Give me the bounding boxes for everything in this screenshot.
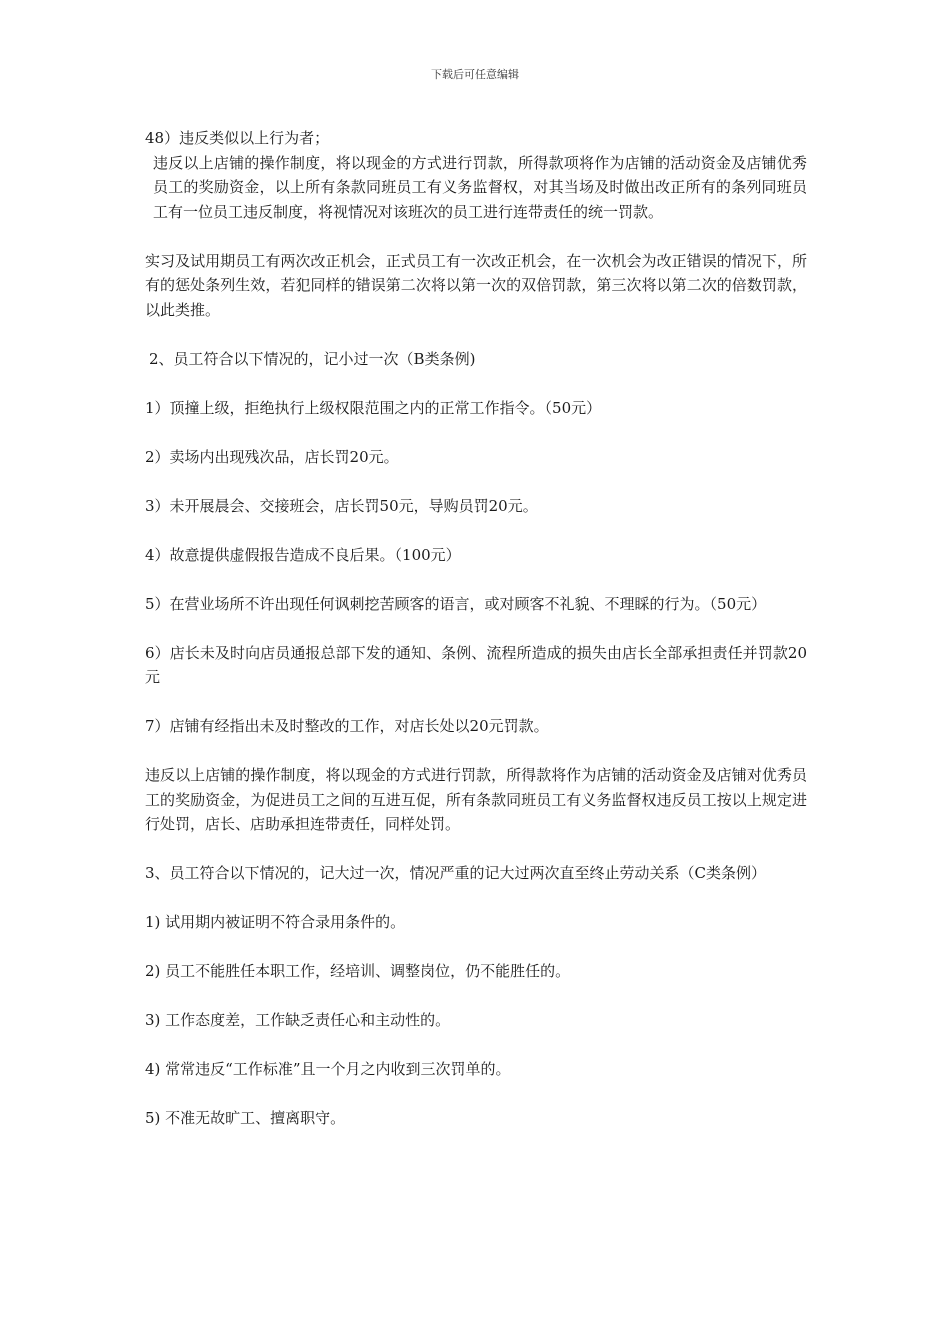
list-item-c4: 4) 常常违反“工作标准”且一个月之内收到三次罚单的。 <box>145 1060 511 1078</box>
list-item-b2: 2）卖场内出现残次品，店长罚20元。 <box>145 447 399 466</box>
paragraph-penalty-summary: 违反以上店铺的操作制度，将以现金的方式进行罚款，所得款将作为店铺的活动资金及店铺对优秀员工的奖励资金，为促进员工之间的互进互促，所有条款同班员工有义务监督权违反员工按以上规定进行处罚，店长、店助承担连带责任，同样处罚。 <box>145 766 807 833</box>
list-item-c5: 5) 不准无故旷工、擅离职守。 <box>145 1109 346 1127</box>
list-item-b7: 7）店铺有经指出未及时整改的工作，对店长处以20元罚款。 <box>145 717 549 735</box>
list-item-c1: 1) 试用期内被证明不符合录用条件的。 <box>145 913 406 931</box>
section-heading-b: 2、员工符合以下情况的，记小过一次（B类条例) <box>149 349 476 368</box>
paragraph-penalty-rules: 违反以上店铺的操作制度，将以现金的方式进行罚款，所得款项将作为店铺的活动资金及店铺优秀员工的奖励资金，以上所有条款同班员工有义务监督权，对其当场及时做出改正所有的条列同班员工有一位员工违反制度，将视情况对该班次的员工进行连带责任的统一罚款。 <box>153 153 807 221</box>
paragraph-item-48: 48）违反类似以上行为者； <box>145 129 330 147</box>
list-item-b5: 5）在营业场所不许出现任何讽刺挖苦顾客的语言，或对顾客不礼貌、不理睬的行为。（50元） <box>145 594 767 613</box>
list-item-b1: 1）顶撞上级，拒绝执行上级权限范围之内的正常工作指令。（50元） <box>145 398 602 417</box>
list-item-c3: 3) 工作态度差，工作缺乏责任心和主动性的。 <box>145 1011 451 1029</box>
list-item-b3: 3）未开展晨会、交接班会，店长罚50元，导购员罚20元。 <box>145 496 538 515</box>
page-header: 下载后可任意编辑 <box>431 68 519 81</box>
list-item-b4: 4）故意提供虚假报告造成不良后果。（100元） <box>145 545 461 564</box>
document-body <box>145 126 807 1131</box>
paragraph-correction-chances: 实习及试用期员工有两次改正机会，正式员工有一次改正机会，在一次机会为改正错误的情况下，所有的惩处条列生效，若犯同样的错误第二次将以第一次的双倍罚款，第三次将以第二次的倍数罚款，以此类推。 <box>145 251 807 319</box>
list-item-c2: 2) 员工不能胜任本职工作，经培训、调整岗位，仍不能胜任的。 <box>145 962 571 980</box>
section-heading-c: 3、员工符合以下情况的，记大过一次，情况严重的记大过两次直至终止劳动关系（C类条例） <box>145 864 767 882</box>
list-item-b6: 6）店长未及时向店员通报总部下发的通知、条例、流程所造成的损失由店长全部承担责任并罚款20元 <box>145 643 807 686</box>
